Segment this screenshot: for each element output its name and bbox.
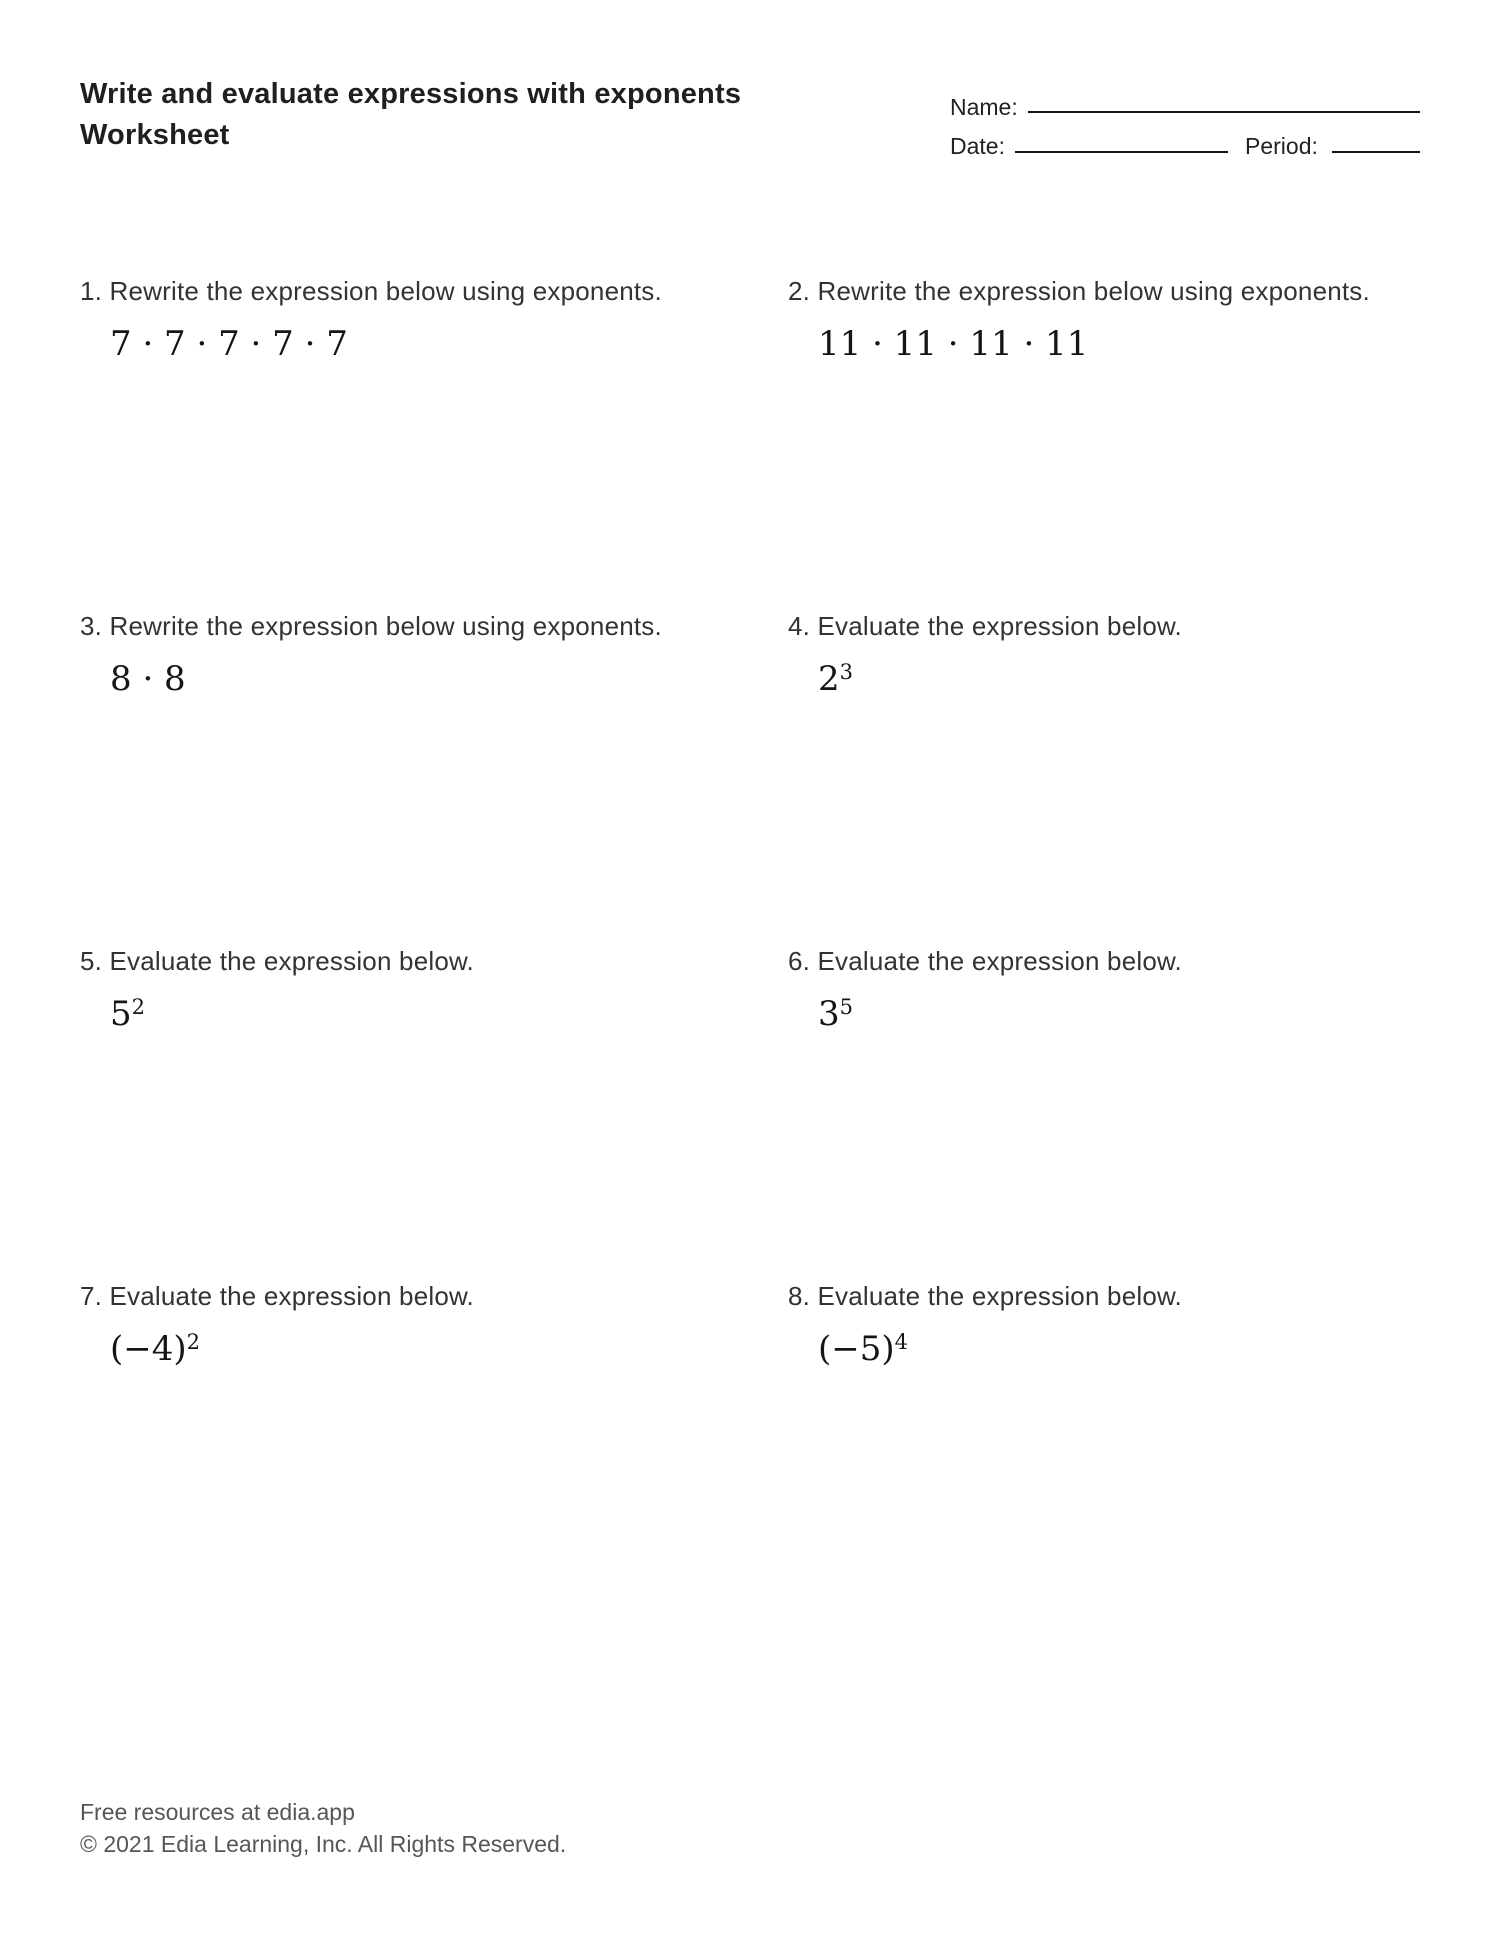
expression-base: (−5): [818, 1329, 895, 1369]
problem-5: [80, 946, 760, 1036]
problem-3: [80, 611, 760, 701]
expression-base: 3: [818, 994, 840, 1034]
date-blank-field: [1015, 151, 1228, 153]
period-blank-field: [1332, 151, 1420, 153]
problem-prompt: 2. Rewrite the expression below using exponents.: [788, 276, 1370, 306]
worksheet-title-line2: Worksheet: [80, 119, 230, 151]
expression-base: 2: [818, 659, 840, 699]
problem-prompt: 7. Evaluate the expression below.: [80, 1281, 474, 1311]
date-label: Date:: [950, 133, 1005, 159]
problem-4: [788, 611, 1468, 701]
problem-8: [788, 1281, 1468, 1371]
worksheet-title-line1: Write and evaluate expressions with exponents: [80, 78, 742, 110]
problem-expression: [818, 322, 1468, 366]
name-label: Name:: [950, 94, 1018, 120]
name-blank-field: [1028, 111, 1420, 113]
expression-exponent: 2: [131, 995, 146, 1020]
problem-2: [788, 276, 1468, 366]
page-footer: [80, 1796, 566, 1860]
problem-prompt: 5. Evaluate the expression below.: [80, 946, 474, 976]
expression-base: 7 · 7 · 7 · 7 · 7: [110, 324, 348, 364]
expression-base: 5: [110, 994, 132, 1034]
expression-exponent: 3: [839, 660, 854, 685]
footer-copyright-text: © 2021 Edia Learning, Inc. All Rights Reserved.: [80, 1831, 567, 1857]
expression-base: (−4): [110, 1329, 187, 1369]
expression-exponent: 5: [839, 995, 854, 1020]
footer-resources-text: Free resources at edia.app: [80, 1799, 355, 1825]
problem-7: [80, 1281, 760, 1371]
expression-exponent: 2: [186, 1330, 201, 1355]
problem-prompt: 1. Rewrite the expression below using exponents.: [80, 276, 662, 306]
problem-prompt: 4. Evaluate the expression below.: [788, 611, 1182, 641]
worksheet-title: [80, 74, 741, 156]
problem-prompt: 3. Rewrite the expression below using exponents.: [80, 611, 662, 641]
problem-expression: [818, 1327, 1468, 1371]
problem-expression: [110, 322, 760, 366]
problem-1: [80, 276, 760, 366]
expression-base: 11 · 11 · 11 · 11: [818, 324, 1089, 364]
problem-6: [788, 946, 1468, 1036]
problem-expression: [110, 657, 760, 701]
problem-expression: [818, 992, 1468, 1036]
problem-expression: [818, 657, 1468, 701]
expression-base: 8 · 8: [110, 659, 186, 699]
problem-prompt: 8. Evaluate the expression below.: [788, 1281, 1182, 1311]
expression-exponent: 4: [894, 1330, 909, 1355]
period-label: Period:: [1245, 133, 1318, 159]
problem-prompt: 6. Evaluate the expression below.: [788, 946, 1182, 976]
problem-expression: [110, 992, 760, 1036]
problem-expression: [110, 1327, 760, 1371]
